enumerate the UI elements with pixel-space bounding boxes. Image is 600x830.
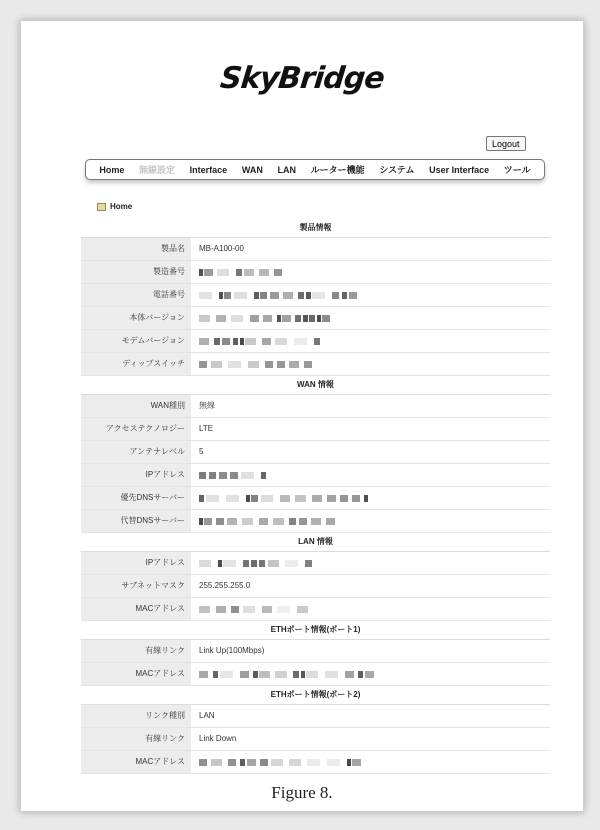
redacted-value [199,292,361,299]
redaction-block [312,495,322,502]
row-value [191,751,550,773]
redaction-block [297,606,308,613]
nav-item-4[interactable]: LAN [277,164,297,175]
home-icon [97,203,106,211]
row-value: LTE [199,424,214,433]
redaction-block [289,361,299,368]
redaction-block [245,338,256,345]
row-label: 優先DNSサーバー [81,487,191,509]
redaction-block [314,338,320,345]
redaction-block [248,361,259,368]
row-value: MB-A100-00 [199,244,244,253]
redaction-block [243,560,249,567]
table-row [81,510,550,533]
row-value [191,663,550,685]
nav-item-8[interactable]: ツール [503,165,531,175]
redaction-block [254,292,259,299]
table-row [81,552,550,575]
row-value: 255.255.255.0 [199,581,251,590]
figure-caption: Figure 8. [271,783,333,802]
redaction-block [270,292,279,299]
breadcrumb [97,202,132,211]
redaction-block [358,671,363,678]
redaction-block [216,315,226,322]
row-label: 有線リンク [81,640,191,662]
redaction-block [277,315,281,322]
redaction-block [199,671,208,678]
table-row [81,663,550,686]
row-value: LAN [199,711,215,720]
redacted-value [199,671,379,678]
redaction-block [304,361,312,368]
table-row [81,487,550,510]
row-value [191,353,550,375]
redaction-block [222,338,230,345]
row-label: 本体バージョン [81,307,191,329]
row-value [191,552,550,574]
row-label: MACアドレス [81,598,191,620]
redaction-block [306,671,318,678]
row-label: アクセステクノロジー [81,418,191,440]
redaction-block [312,292,325,299]
redacted-value [199,338,323,345]
section-heading: WAN 情報 [81,376,550,395]
table-row [81,395,550,418]
redaction-block [349,292,357,299]
redaction-block [234,292,247,299]
redaction-block [253,671,258,678]
redaction-block [242,518,253,525]
redaction-block [219,292,223,299]
redaction-block [332,292,339,299]
row-value: 5 [199,447,204,456]
redaction-block [226,495,239,502]
redaction-block [265,361,273,368]
row-label: サブネットマスク [81,575,191,597]
redaction-block [251,495,258,502]
redaction-block [262,606,272,613]
row-label: 製品名 [81,238,191,260]
redaction-block [233,338,238,345]
redaction-block [282,315,291,322]
redaction-block [199,495,204,502]
row-value [191,330,550,352]
nav-item-2[interactable]: Interface [189,164,228,175]
redaction-block [263,315,272,322]
redaction-block [227,518,237,525]
row-label: MACアドレス [81,663,191,685]
redaction-block [301,671,305,678]
table-row [81,418,550,441]
redaction-block [204,518,212,525]
row-label: WAN種別 [81,395,191,417]
redaction-block [214,338,220,345]
main-nav [85,159,545,180]
redaction-block [244,269,254,276]
redaction-block [240,759,245,766]
redaction-block [277,361,285,368]
row-value [191,284,550,306]
redaction-block [261,495,273,502]
table-row [81,728,550,751]
row-value: 無線 [199,401,215,410]
row-label: 代替DNSサーバー [81,510,191,532]
row-label: アンテナレベル [81,441,191,463]
redaction-block [199,361,207,368]
redacted-value [199,269,286,276]
redaction-block [231,606,239,613]
redaction-block [216,606,226,613]
table-row [81,307,550,330]
redaction-block [327,495,336,502]
table-row [81,238,550,261]
redaction-block [285,560,298,567]
table-row [81,751,550,774]
redaction-block [213,671,218,678]
redaction-block [352,759,361,766]
redaction-block [305,560,312,567]
section-heading: ETHポート情報(ポート1) [81,621,550,640]
redaction-block [228,759,236,766]
table-row [81,330,550,353]
redacted-value [199,560,315,567]
table-row [81,284,550,307]
row-value [191,307,550,329]
redaction-block [259,269,269,276]
redaction-block [199,606,210,613]
redaction-block [204,269,213,276]
row-value [191,261,550,283]
redaction-block [277,606,290,613]
redaction-block [327,759,340,766]
nav-item-0[interactable]: Home [99,164,125,175]
redaction-block [243,606,255,613]
section-heading: ETHポート情報(ポート2) [81,686,550,705]
redaction-block [218,560,222,567]
redaction-block [247,759,256,766]
redaction-block [251,560,257,567]
redaction-block [273,518,284,525]
redacted-value [199,472,268,479]
redaction-block [259,671,270,678]
redacted-value [199,518,340,525]
table-row [81,705,550,728]
redaction-block [325,671,338,678]
redacted-value [199,606,314,613]
redaction-block [280,495,290,502]
redaction-block [199,315,210,322]
redaction-block [309,315,315,322]
redaction-block [307,759,320,766]
redaction-block [241,472,254,479]
row-value: Link Up(100Mbps) [199,646,265,655]
nav-item-5[interactable]: ルーター機能 [310,165,365,175]
row-label: 電話番号 [81,284,191,306]
redaction-block [261,472,266,479]
redaction-block [311,518,321,525]
row-value [191,510,550,532]
redaction-block [199,292,212,299]
redaction-block [364,495,368,502]
redaction-block [246,495,250,502]
redaction-block [228,361,241,368]
redaction-block [211,361,222,368]
nav-item-1: 無線設定 [139,165,176,175]
redaction-block [303,315,308,322]
table-row [81,441,550,464]
redacted-value [199,315,333,322]
redaction-block [224,292,231,299]
redaction-block [199,472,206,479]
row-label: リンク種別 [81,705,191,727]
redaction-block [345,671,354,678]
redaction-block [199,759,207,766]
redaction-block [260,292,267,299]
redaction-block [306,292,311,299]
nav-item-7[interactable]: User Interface [429,164,490,175]
redaction-block [259,560,265,567]
nav-item-6[interactable]: システム [379,165,415,175]
redaction-block [220,671,233,678]
table-row [81,261,550,284]
redaction-block [347,759,351,766]
redaction-block [199,269,203,276]
redaction-block [268,560,279,567]
redaction-block [289,759,301,766]
redaction-block [365,671,374,678]
table-row [81,464,550,487]
table-row [81,353,550,376]
row-value [191,598,550,620]
redaction-block [219,472,227,479]
redaction-block [230,472,238,479]
logout-button[interactable]: Logout [486,136,526,151]
redaction-block [352,495,360,502]
redaction-block [240,338,244,345]
figure-frame [20,20,584,812]
row-label: IPアドレス [81,464,191,486]
row-value [191,487,550,509]
redaction-block [326,518,335,525]
redaction-block [216,518,224,525]
redaction-block [275,671,287,678]
redaction-block [293,671,299,678]
redaction-block [295,495,306,502]
section-heading: LAN 情報 [81,533,550,552]
redaction-block [294,338,307,345]
redaction-block [322,315,330,322]
redacted-value [199,495,369,502]
redaction-block [340,495,348,502]
redaction-block [250,315,259,322]
redaction-block [299,518,307,525]
redaction-block [211,759,222,766]
row-label: IPアドレス [81,552,191,574]
redacted-value [199,759,365,766]
redaction-block [231,315,243,322]
row-label: 有線リンク [81,728,191,750]
redaction-block [317,315,321,322]
redaction-block [199,560,211,567]
redaction-block [298,292,304,299]
redaction-block [217,269,229,276]
redaction-block [223,560,236,567]
redaction-block [259,518,268,525]
redaction-block [236,269,242,276]
row-label: MACアドレス [81,751,191,773]
redaction-block [274,269,282,276]
row-value [191,464,550,486]
redaction-block [209,472,216,479]
redaction-block [199,518,203,525]
redaction-block [260,759,268,766]
redaction-block [199,338,209,345]
redaction-block [262,338,271,345]
row-label: モデムバージョン [81,330,191,352]
section-heading: 製品情報 [81,219,550,238]
redaction-block [283,292,293,299]
status-info-table [81,219,550,774]
redaction-block [206,495,219,502]
table-row [81,598,550,621]
redaction-block [295,315,301,322]
redaction-block [271,759,283,766]
redaction-block [342,292,347,299]
redaction-block [289,518,296,525]
redaction-block [275,338,287,345]
row-value: Link Down [199,734,237,743]
table-row [81,575,550,598]
redacted-value [199,361,316,368]
redaction-block [240,671,249,678]
brand-logo: SkyBridge [218,61,386,96]
table-row [81,640,550,663]
breadcrumb-label[interactable]: Home [110,202,133,211]
nav-item-3[interactable]: WAN [241,164,263,175]
row-label: ディップスイッチ [81,353,191,375]
row-label: 製造番号 [81,261,191,283]
